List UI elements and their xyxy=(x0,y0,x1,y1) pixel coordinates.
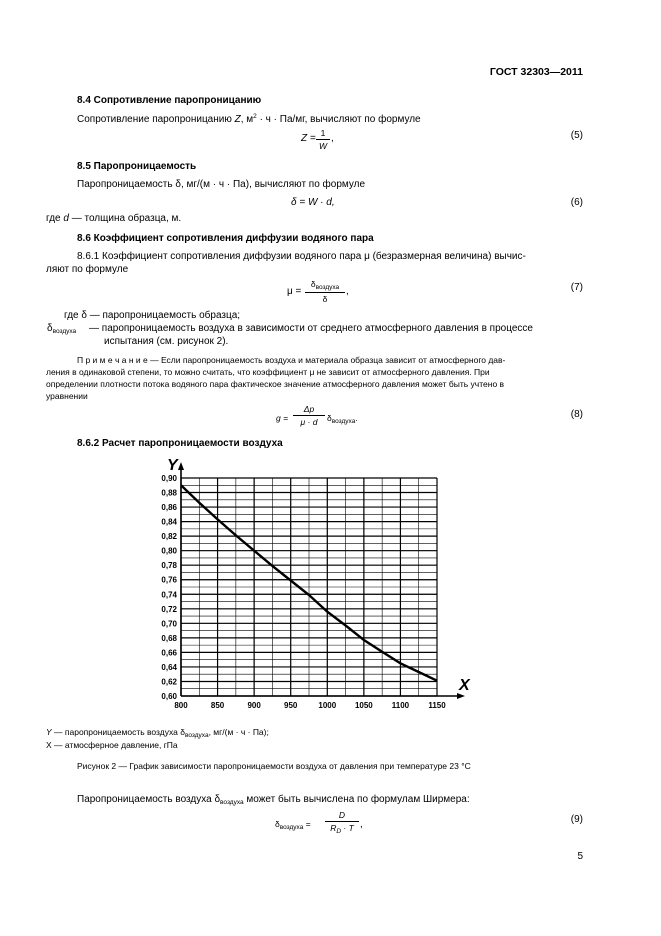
standard-number: ГОСТ 32303—2011 xyxy=(489,66,583,78)
formula-8-delta: $\delta_{воздуха}$. xyxy=(327,413,358,425)
note-line2: ления в одинаковой степени, то можно считать, что коэффициент μ не зависит от атмосферного давления. При xyxy=(46,367,490,377)
y-tick-label: 0,90 xyxy=(161,474,177,483)
legend-x: X — атмосферное давление, гПа xyxy=(46,740,178,750)
note-line4: уравнении xyxy=(46,391,88,401)
formula-9-fraction: D $R_D \cdot T$ xyxy=(325,810,359,835)
formula-9-lhs: $\delta_{воздуха}$ = xyxy=(275,819,311,831)
y-tick-label: 0,68 xyxy=(161,633,177,643)
where-delta-air-line1: — паропроницаемость воздуха в зависимости от среднего атмосферного давления в процессе xyxy=(89,323,533,334)
page-number: 5 xyxy=(577,851,583,862)
legend-y: Y — паропроницаемость воздуха $\delta_{воздуха}$, мг/(м · ч · Па); xyxy=(46,727,269,739)
note-line3: определении плотности потока водяного пара фактическое значение атмосферного давления может быть учтено в xyxy=(46,379,505,389)
formula-6: δ = W · d, xyxy=(291,197,335,208)
x-tick-label: 1100 xyxy=(391,701,410,710)
equation-number-8: (8) xyxy=(570,409,583,420)
where-delta-air-symbol: $\delta_{воздуха}$ xyxy=(47,323,77,335)
x-tick-label: 950 xyxy=(284,701,298,710)
y-tick-label: 0,86 xyxy=(161,503,177,513)
section-8-6-1-line1: 8.6.1 Коэффициент сопротивления диффузии водяного пара μ (безразмерная величина) вычис- xyxy=(77,251,526,262)
section-8-6-heading: 8.6 Коэффициент сопротивления диффузии водяного пара xyxy=(77,233,374,244)
schirmer-text: Паропроницаемость воздуха $\delta_{воздуха}$ может быть вычислена по формулам Ширмера: xyxy=(77,794,470,806)
y-tick-label: 0,66 xyxy=(161,648,177,658)
formula-5-lhs: Z = xyxy=(301,133,316,144)
y-tick-label: 0,78 xyxy=(161,561,177,571)
where-d: где d — толщина образца, м. xyxy=(46,213,182,224)
formula-8-lhs: g = xyxy=(276,413,289,423)
y-axis-arrow xyxy=(178,462,184,470)
x-tick-label: 1150 xyxy=(428,701,446,710)
y-tick-label: 0,62 xyxy=(161,677,177,687)
equation-number-9: (9) xyxy=(570,814,583,825)
equation-number-5: (5) xyxy=(570,130,583,141)
equation-number-6: (6) xyxy=(570,197,583,208)
y-tick-label: 0,72 xyxy=(161,604,177,614)
equation-number-7: (7) xyxy=(570,282,583,293)
section-8-6-1-line2: ляют по формуле xyxy=(46,264,129,275)
x-axis-letter: X xyxy=(459,677,470,694)
section-8-6-2-heading: 8.6.2 Расчет паропроницаемости воздуха xyxy=(77,438,283,449)
figure-caption: Рисунок 2 — График зависимости паропроницаемости воздуха от давления при температуре 23 °С xyxy=(77,761,471,771)
note-line1: П р и м е ч а н и е — Если паропроницаемость воздуха и материала образца зависит от атмосферного дав- xyxy=(77,355,506,365)
y-tick-label: 0,80 xyxy=(161,546,177,556)
formula-9-comma: , xyxy=(360,819,363,830)
y-tick-label: 0,88 xyxy=(161,488,177,498)
section-8-4-heading: 8.4 Сопротивление паропроницанию xyxy=(77,95,262,106)
y-tick-label: 0,70 xyxy=(161,619,177,629)
where-delta-air-line2: испытания (см. рисунок 2). xyxy=(104,336,229,347)
section-8-4-text: Сопротивление паропроницанию Z, $м^2 \cdot ч \cdot Па/мг$, вычисляют по формуле xyxy=(77,113,421,125)
section-8-5-heading: 8.5 Паропроницаемость xyxy=(77,161,197,172)
chart-grid xyxy=(178,462,465,699)
where-delta: где δ — паропроницаемость образца; xyxy=(64,310,241,321)
formula-7-lhs: μ = xyxy=(287,286,302,297)
formula-5-comma: , xyxy=(331,133,334,144)
y-tick-label: 0,82 xyxy=(161,532,177,542)
x-tick-label: 850 xyxy=(210,701,225,710)
formula-5-fraction: 1 W xyxy=(316,128,330,151)
x-tick-label: 1000 xyxy=(318,701,337,710)
x-tick-label: 900 xyxy=(247,701,261,710)
section-8-5-text: Паропроницаемость δ, мг/(м · ч · Па), вычисляют по формуле xyxy=(77,179,366,190)
formula-7-fraction: $\delta_{воздуха}$ δ xyxy=(305,279,345,304)
y-tick-label: 0,76 xyxy=(161,575,177,585)
y-tick-label: 0,64 xyxy=(161,662,177,672)
x-tick-label: 800 xyxy=(174,701,188,710)
formula-8-fraction: Δp μ · d xyxy=(293,404,325,427)
y-axis-letter: Y xyxy=(167,457,178,474)
x-tick-label: 1050 xyxy=(354,701,373,710)
y-tick-label: 0,84 xyxy=(161,517,177,527)
y-tick-label: 0,60 xyxy=(161,692,177,701)
permeability-chart xyxy=(140,452,480,722)
y-tick-label: 0,74 xyxy=(161,590,177,600)
formula-7-comma: , xyxy=(346,286,349,297)
